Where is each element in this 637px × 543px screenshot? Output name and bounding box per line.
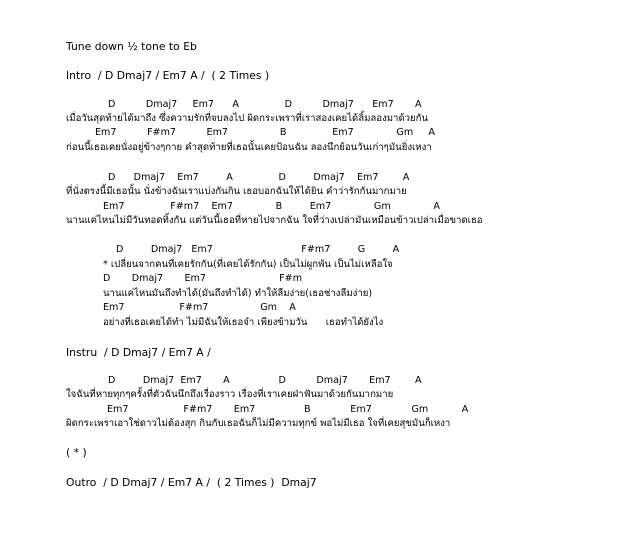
verse3-lyric-1: ใจฉันที่หายทุกๆครั้งที่ตัวฉันนึกถึงเรื่องราว เรื่องที่เราเคยฝ่าฟันมาด้วยกันมากมาย — [66, 389, 394, 400]
chorus-lyric-3: อย่างที่เธอเคยได้ทำ ไม่มีฉันให้เธอจำ เพียงข้ามวัน เธอทำได้ยังไง — [103, 317, 384, 328]
chorus-lyric-1: * เปลี่ยนจากคนที่เคยรักกัน(ที่เคยได้รักกัน) เป็นไม่ผูกพัน เป็นไม่เหลือใจ — [103, 259, 393, 270]
verse2-chords-1: D Dmaj7 Em7 A D Dmaj7 Em7 A — [108, 172, 410, 183]
verse3-chords-1: D Dmaj7 Em7 A D Dmaj7 Em7 A — [108, 375, 422, 386]
chorus-chords-1: D Dmaj7 Em7 F#m7 G A — [116, 244, 400, 255]
repeat-mark: ( * ) — [66, 446, 87, 459]
verse3-chords-2: Em7 F#m7 Em7 B Em7 Gm A — [107, 404, 469, 415]
chorus-chords-3: Em7 F#m7 Gm A — [103, 302, 296, 313]
verse1-chords-2: Em7 F#m7 Em7 B Em7 Gm A — [95, 127, 435, 138]
verse2-chords-2: Em7 F#m7 Em7 B Em7 Gm A — [103, 201, 440, 212]
chorus-chords-2: D Dmaj7 Em7 F#m — [103, 273, 303, 284]
intro-line: Intro / D Dmaj7 / Em7 A / ( 2 Times ) — [66, 69, 270, 82]
tuning-note: Tune down ½ tone to Eb — [66, 40, 197, 53]
verse1-lyric-2: ก่อนนี้เธอเคยนั่งอยู่ข้างๆกาย คำสุดท้ายที่เธอนั้นเคยป้อนฉัน ลองนึกย้อนวันเก่าๆมันยิ่งเหงา — [66, 142, 432, 153]
verse1-chords-1: D Dmaj7 Em7 A D Dmaj7 Em7 A — [108, 99, 422, 110]
instru-line: Instru / D Dmaj7 / Em7 A / — [66, 346, 211, 359]
verse1-lyric-1: เมื่อวันสุดท้ายได้มาถึง ซึ่งความรักที่จบลงไป ผิดกระเพราที่เราสองเคยได้ลิ้มลองมาด้วยกัน — [66, 113, 429, 124]
outro-line: Outro / D Dmaj7 / Em7 A / ( 2 Times ) Dmaj7 — [66, 476, 317, 489]
verse3-lyric-2: ผิดกระเพราเอาใช่ดาวไม่ต้องสุก กินกับเธอฉันก็ไม่มีความทุกข์ พอไม่มีเธอ ใจที่เคยสุขมันก็เหงา — [66, 418, 451, 429]
verse2-lyric-1: ที่นั่งตรงนี้มีเธอนั้น นั่งข้างฉันเราแบ่งกันกิน เธอบอกฉันให้ได้ยิน คำว่ารักกันมากมาย — [66, 186, 407, 197]
chorus-lyric-2: นานแค่ไหนมันถึงทำได้(มันถึงทำได้) ทำให้ลืมง่าย(เธอช่างลืมง่าย) — [103, 288, 373, 299]
verse2-lyric-2: นานแค่ไหนไม่มีวันทอดทิ้งกัน แต่วันนี้เธอที่หายไปจากฉัน ใจที่ว่างเปล่ามันเหมือนข้าวเปล่าเมื่อขาดเธอ — [66, 215, 483, 226]
